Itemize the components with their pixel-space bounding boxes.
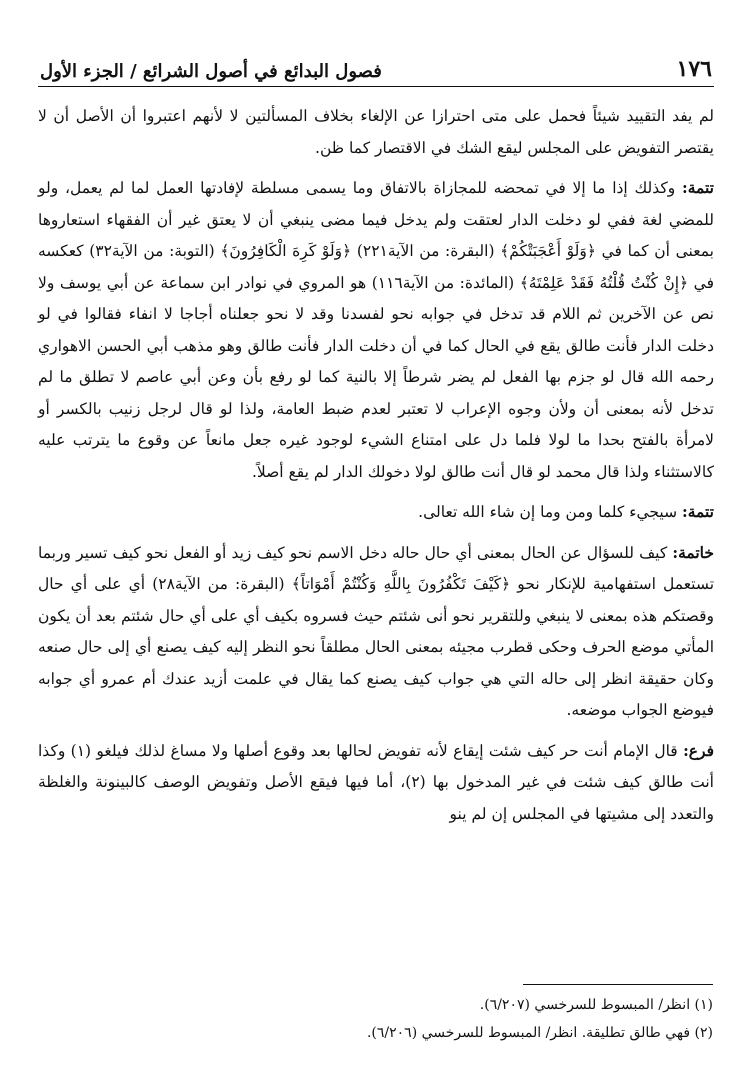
paragraph-far <box>38 735 714 831</box>
paragraph-text: كيف للسؤال عن الحال بمعنى أي حال حاله دخل الاسم نحو كيف زيد أو الفعل نحو كيف تسير وربما تستعمل استفهامية للإنكار نحو ﴿كَيْفَ تَكْفُرُونَ بِاللَّهِ وَكُنْتُمْ أَمْوَاتاً﴾ (البقرة: من الآية٢٨) أي على أي حال وقصتكم هذه بمعنى لا ينبغي وللتقرير نحو أنى شئتم حيث فسروه بكيف أي على أي حال شئتم بعد أن يكون المأتي موضع الحرف وحكى قطرب مجيئه بمعنى الحال مطلقاً نحو النظر إليه كيف يصنع أي إلى حال صنعه وكان حقيقة انظر إلى حاله التي هي جواب كيف يصنع كما يقال في علمت أزيد عندك أم عمرو أي جوابه فيوضع الجواب موضعه. <box>38 543 715 719</box>
paragraph-text: لم يفد التقييد شيئاً فحمل على متى احترازا عن الإلغاء بخلاف المسألتين لا لأنهم اعتبروا أن الأصل أن لا يقتصر التفويض على المجلس ليقع الشك في الاقتصار كما ظن. <box>38 107 714 157</box>
page-number: ١٧٦ <box>676 56 712 82</box>
paragraph-label: فرع: <box>683 740 714 760</box>
paragraph-label: تتمة: <box>682 502 714 521</box>
paragraph-tatimma-1 <box>38 172 714 488</box>
paragraph-tatimma-2 <box>38 496 714 529</box>
body-text <box>38 101 714 830</box>
paragraph-1 <box>38 101 714 164</box>
paragraph-label: تتمة: <box>682 178 714 197</box>
footnotes <box>37 984 713 1047</box>
footnote-2: (٢) فهي طالق تطليقة. انظر/ المبسوط للسرخسي (٦/٢٠٦). <box>366 1025 713 1041</box>
page-header <box>38 48 714 87</box>
paragraph-text: سيجيء كلما ومن وما إن شاء الله تعالى. <box>418 503 678 521</box>
paragraph-label: خاتمة: <box>672 542 714 562</box>
paragraph-text: وكذلك إذا ما إلا في تمحضه للمجازاة بالاتفاق وما يسمى مسلطة لإفادتها العمل لما لم يعمل، ولو للمضي لغة ففي لو دخلت الدار لعتقت ولم يدخل فيما مضى ينبغي أن لا يعتق غير أن الفقهاء استعاروها بمعنى أن كما في ﴿وَلَوْ أَعْجَبَتْكُمْ﴾ (البقرة: من الآية٢٢١) ﴿وَلَوْ كَرِهَ الْكَافِرُونَ﴾ (التوبة: من الآية٣٢) كعكسه في ﴿إِنْ كُنْتُ قُلْتُهُ فَقَدْ عَلِمْتَهُ﴾ (المائدة: من الآية١١٦) هو المروي في نوادر ابن سماعة عن أبي يوسف ولا نص عن الآخرين ثم اللام قد تدخل في جوابه نحو لفسدنا وقد لا نحو جعلناه أجاجا لا انفاء فقالوا في لو دخلت الدار فأنت طالق يقع في الحال كما في أن دخلت الدار فأنت طالق وهو مذهب أبي الحسن الاهواري رحمه الله قال لو جزم بها الفعل لم يضر شرطاً إلا بالنية كما لو رفع بأن وعن أبي عاصم لا تطلق ما لم تدخل لأنه بمعنى أن ولأن وجوه الإعراب لا تعتبر لعدم ضبط العامة، ولذا لو قال لرجل زنيب بالكسر أو لامرأة بالفتح بحدا ما لولا فلما دل على امتناع الشيء لوجود غيره جعل مانعاً عن وقوع ما يترتب عليه كالاستثناء ولذا قال محمد لو قال أنت طالق لولا دخولك الدار لم يقع أصلاً. <box>38 179 714 481</box>
paragraph-text: قال الإمام أنت حر كيف شئت إيقاع لأنه تفويض لحالها بعد وقوع أصلها ولا مساغ لذلك فيلغو (١) وكذا أنت طالق كيف شئت في غير المدخول بها (٢)، أما فيها فيقع الأصل وتفويض الوصف كالبينونة والغلظة والتعدد إلى مشيتها في المجلس إن لم ينو <box>38 741 714 823</box>
footnote-list <box>37 991 713 1047</box>
footnote-divider <box>523 984 713 985</box>
footnote-1: (١) انظر/ المبسوط للسرخسي (٦/٢٠٧). <box>479 997 713 1013</box>
paragraph-khatima <box>38 537 714 727</box>
running-title: فصول البدائع في أصول الشرائع / الجزء الأول <box>40 61 382 82</box>
book-page <box>38 48 714 830</box>
